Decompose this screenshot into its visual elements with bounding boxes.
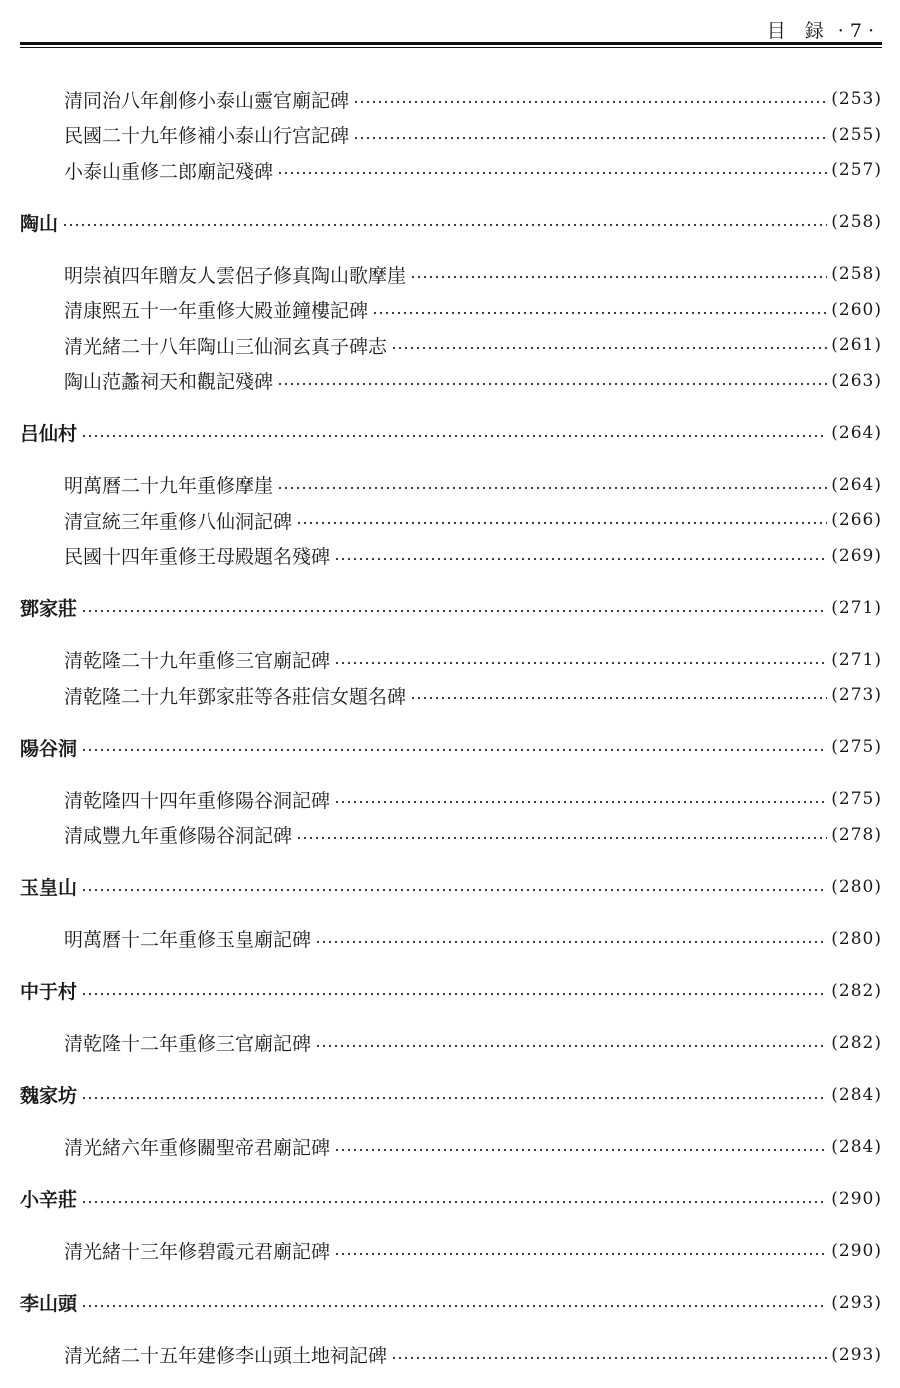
toc-entry-row (20, 82, 882, 116)
dot-leader (315, 1026, 827, 1060)
toc-entry-title: 清乾隆二十九年重修三官廟記碑 (64, 650, 331, 672)
toc-entry-row (20, 1338, 882, 1372)
toc-page-number: (280) (831, 928, 882, 949)
toc-page-number: (257) (831, 160, 882, 180)
toc-page-number: (255) (831, 124, 882, 145)
dot-leader (315, 922, 827, 956)
toc-entry-row (20, 293, 882, 327)
toc-entry-title: 明萬曆十二年重修玉皇廟記碑 (64, 929, 312, 951)
toc-section-row (20, 416, 882, 450)
dot-leader (410, 678, 827, 712)
toc-entry-row (20, 257, 882, 291)
toc-entry-row (20, 922, 882, 956)
toc-page-number: (273) (831, 685, 882, 705)
toc-entry-title: 清光緒二十八年陶山三仙洞玄真子碑志 (64, 335, 388, 358)
toc-section-row (20, 870, 882, 904)
toc-page-number: (260) (831, 299, 882, 320)
dot-leader (372, 293, 827, 327)
dot-leader (296, 503, 827, 537)
dot-leader (277, 364, 827, 398)
toc-page-number: (293) (831, 1344, 882, 1365)
toc-page-number: (271) (831, 649, 882, 670)
toc-section-title: 李山頭 (20, 1293, 78, 1315)
dot-leader (81, 416, 827, 450)
toc-section-row (20, 1078, 882, 1112)
dot-leader (410, 257, 827, 291)
toc-page-number: (269) (831, 545, 882, 566)
toc-entry-row (20, 118, 882, 152)
toc-entry-title: 清乾隆二十九年鄧家莊等各莊信女題名碑 (64, 685, 407, 708)
toc-entry-row (20, 153, 882, 187)
dot-leader (62, 205, 827, 239)
toc-entry-title: 陶山范蠡祠天和觀記殘碑 (64, 371, 274, 393)
toc-entry-title: 清康熙五十一年重修大殿並鐘樓記碑 (64, 300, 369, 322)
toc-section-title: 陶山 (20, 212, 59, 235)
toc-entry-row (20, 1234, 882, 1268)
toc-page-number: (271) (831, 597, 882, 618)
toc-section-row (20, 1182, 882, 1216)
toc-page-number: (284) (831, 1136, 882, 1157)
toc-entry-title: 小泰山重修二郎廟記殘碑 (64, 160, 274, 183)
dot-leader (296, 818, 827, 852)
toc-page-number: (264) (831, 474, 882, 495)
toc-page-number: (275) (831, 789, 882, 809)
toc-entry-row (20, 643, 882, 677)
toc-entry-title: 清光緒二十五年建修李山頭土地祠記碑 (64, 1345, 388, 1367)
dot-leader (391, 328, 827, 362)
dot-leader (334, 782, 827, 816)
dot-leader (81, 1182, 827, 1216)
toc-page-number: (258) (831, 212, 882, 232)
dot-leader (334, 1130, 827, 1164)
toc-page-number: (264) (831, 422, 882, 443)
toc-entry-row (20, 1130, 882, 1164)
toc-entry-row (20, 364, 882, 398)
dot-leader (81, 591, 827, 625)
toc-section-row (20, 730, 882, 764)
dot-leader (81, 730, 827, 764)
toc-section-title: 中于村 (20, 981, 78, 1003)
dot-leader (353, 82, 827, 116)
toc-page-number: (280) (831, 876, 882, 897)
dot-leader (353, 118, 827, 152)
header-section-title: 目 録 (766, 20, 824, 42)
toc-page-number: (282) (831, 980, 882, 1001)
toc-entry-title: 清光緒十三年修碧霞元君廟記碑 (64, 1241, 331, 1263)
toc-entry-title: 清乾隆十二年重修三官廟記碑 (64, 1033, 312, 1055)
toc-section-title: 吕仙村 (20, 423, 78, 445)
toc-page-number: (284) (831, 1084, 882, 1105)
dot-leader (81, 1286, 827, 1320)
dot-leader (277, 468, 827, 502)
toc-page-number: (258) (831, 264, 882, 284)
toc-page-number: (261) (831, 335, 882, 355)
toc-entry-row (20, 782, 882, 816)
toc-section-row (20, 974, 882, 1008)
toc-page-number: (275) (831, 737, 882, 757)
toc-section-title: 鄧家莊 (20, 598, 78, 620)
toc-entry-title: 清同治八年創修小泰山靈官廟記碑 (64, 89, 350, 112)
toc-entry-title: 清咸豐九年重修陽谷洞記碑 (64, 825, 293, 847)
dot-leader (277, 153, 827, 187)
toc-entry-row (20, 678, 882, 712)
dot-leader (81, 974, 827, 1008)
dot-leader (391, 1338, 827, 1372)
dot-leader (334, 1234, 827, 1268)
toc-entry-title: 清乾隆四十四年重修陽谷洞記碑 (64, 789, 331, 812)
toc-entry-row (20, 503, 882, 537)
toc-section-title: 小辛莊 (20, 1189, 78, 1211)
toc-page-number: (293) (831, 1292, 882, 1313)
toc-entry-row (20, 328, 882, 362)
header-rule-thin (20, 47, 882, 48)
toc-section-row (20, 591, 882, 625)
header-page-number: · 7 · (837, 20, 874, 42)
dot-leader (81, 1078, 827, 1112)
toc-page-number: (290) (831, 1240, 882, 1261)
toc-page-number: (290) (831, 1188, 882, 1209)
toc-page-number: (263) (831, 370, 882, 391)
dot-leader (334, 539, 827, 573)
toc-section-title: 玉皇山 (20, 877, 78, 899)
toc-entry-row (20, 818, 882, 852)
toc-page-number: (266) (831, 510, 882, 530)
dot-leader (81, 870, 827, 904)
toc-page-number: (282) (831, 1032, 882, 1053)
toc-entry-row (20, 1026, 882, 1060)
toc-section-row (20, 1286, 882, 1320)
toc-entry-title: 明萬曆二十九年重修摩崖 (64, 475, 274, 497)
toc-entry-title: 清宣統三年重修八仙洞記碑 (64, 510, 293, 533)
header-rule-thick (20, 42, 882, 45)
toc-page-number: (253) (831, 89, 882, 109)
toc-section-row (20, 205, 882, 239)
toc-entry-row (20, 468, 882, 502)
toc-section-title: 陽谷洞 (20, 737, 78, 760)
toc-page-number: (278) (831, 824, 882, 845)
page-header (20, 14, 882, 46)
toc-entry-title: 民國十四年重修王母殿題名殘碑 (64, 546, 331, 568)
dot-leader (334, 643, 827, 677)
toc-entry-title: 清光緒六年重修關聖帝君廟記碑 (64, 1137, 331, 1159)
toc-entry-row (20, 539, 882, 573)
toc-entry-title: 民國二十九年修補小泰山行宫記碑 (64, 125, 350, 147)
running-header (767, 16, 874, 43)
toc-section-title: 魏家坊 (20, 1085, 78, 1107)
toc-entry-title: 明崇禎四年贈友人雲侶子修真陶山歌摩崖 (64, 264, 407, 287)
